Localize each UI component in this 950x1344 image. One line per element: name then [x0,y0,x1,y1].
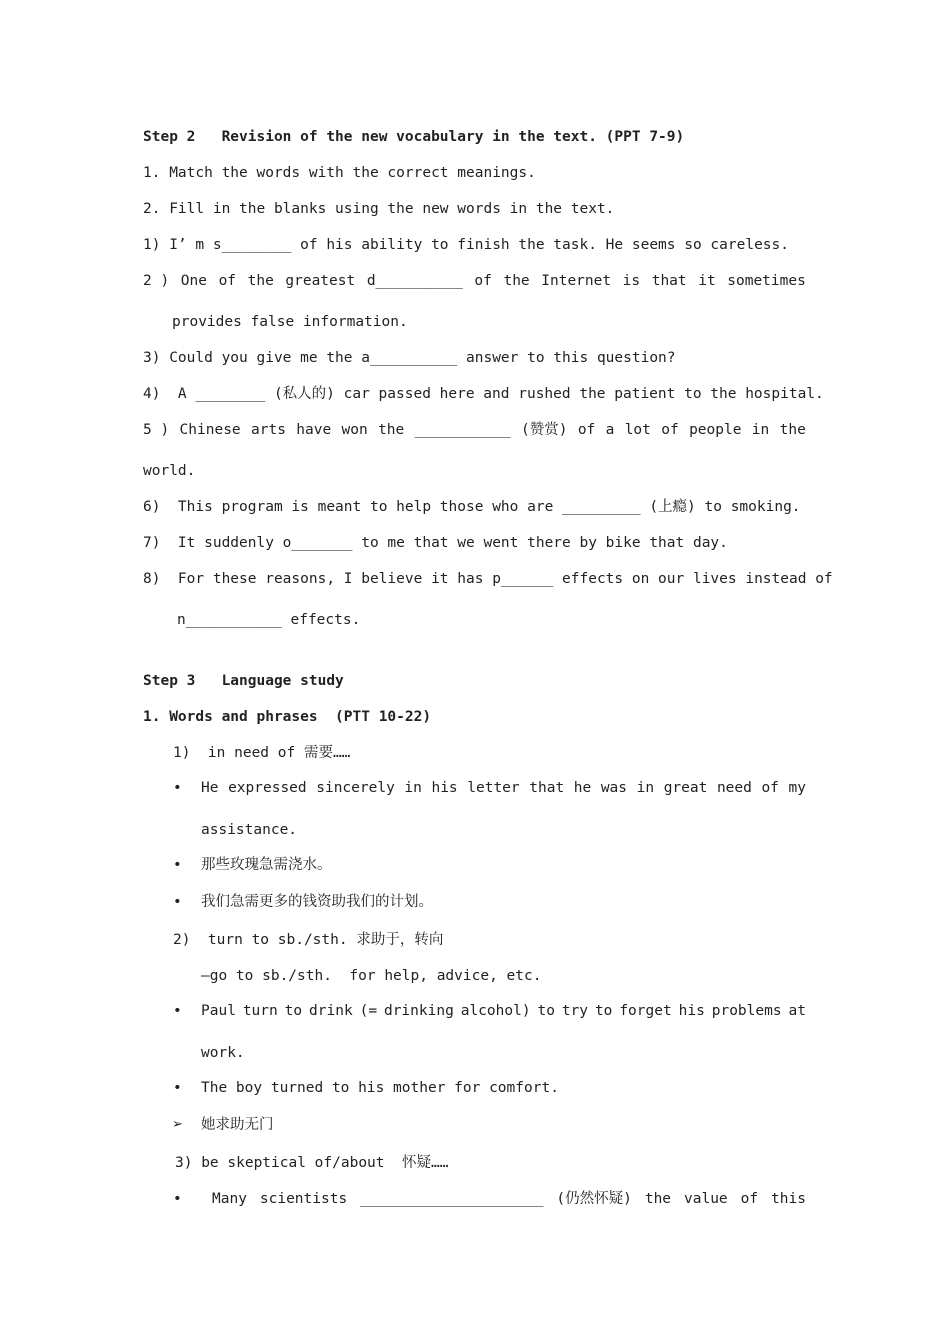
word: the [503,273,530,289]
word: of [577,422,596,438]
word: need [716,780,752,796]
arrow-icon: ➢ [172,1117,183,1132]
word: problems [711,1003,782,1019]
word: Paul [201,1003,236,1019]
word: (= [359,1003,378,1019]
word: scientists [259,1191,348,1207]
blank: _____________________ [360,1191,544,1207]
instruction-match: 1. Match the words with the correct meanings. [143,165,536,181]
question-1: 1) I’ m s________ of his ability to finish the task. He seems so careless. [143,237,790,253]
question-6: 6) This program is meant to help those who are _________ (上瘾) to smoking. [143,499,801,515]
bullet-icon: • [173,1191,182,1207]
word: to [537,1003,555,1019]
bullet-icon: • [173,780,182,796]
bullet-icon: • [173,857,182,873]
item-2-definition: —go to sb./sth. for help, advice, etc. [201,968,542,984]
word: sometimes [727,273,806,289]
item-3-heading: 3) be skeptical of/about 怀疑…… [175,1155,449,1171]
word: try [561,1003,589,1019]
word: at [788,1003,806,1019]
item-2-heading: 2) turn to sb./sth. 求助于，转向 [173,932,444,948]
question-8: 8) For these reasons, I believe it has p______ effects on our lives instead of [143,571,833,587]
item-2-example-1-continuation: work. [201,1045,245,1061]
word: alcohol) [460,1003,531,1019]
word: to [594,1003,613,1019]
word: in [751,422,770,438]
word: great [663,780,708,796]
word: One [180,273,207,289]
bullet-icon: • [173,894,182,910]
word: expressed [228,780,307,796]
question-4: 4) A ________ (私人的) car passed here and rushed the patient to the hospital. [143,386,824,402]
word: greatest [285,273,356,289]
step3-heading: Step 3 Language study [143,673,344,689]
blank: d__________ [366,273,463,289]
question-2-continuation: provides false information. [172,314,408,330]
item-1-heading: 1) in need of 需要…… [173,745,351,761]
hint: (仍然怀疑) [556,1191,632,1207]
word: this [771,1191,806,1207]
item-2-example-2: The boy turned to his mother for comfort. [201,1080,559,1096]
word: the [644,1191,672,1207]
word: He [201,780,219,796]
word: it [698,273,716,289]
word: forget [619,1003,672,1019]
word: arts [251,422,286,438]
words-and-phrases-heading: 1. Words and phrases (PTT 10-22) [143,709,432,725]
blank: ___________ [414,422,511,438]
word: have [296,422,332,438]
word: won [341,422,368,438]
word: 2 ) [143,273,170,289]
question-5-continuation: world. [143,463,196,479]
word: that [529,780,565,796]
question-3: 3) Could you give me the a__________ answer to this question? [143,350,676,366]
word: of [740,1191,759,1207]
word: that [651,273,687,289]
word: letter [467,780,520,796]
bullet-icon: • [173,1003,182,1019]
word: drink [309,1003,353,1019]
word: people [689,422,742,438]
item-1-example-3: 我们急需更多的钱资助我们的计划。 [201,894,433,910]
word: his [678,1003,705,1019]
word: drinking [383,1003,454,1019]
item-1-example-2: 那些玫瑰急需浇水。 [201,857,332,873]
word: Chinese [179,422,241,438]
question-8-continuation: n___________ effects. [177,612,361,628]
word: his [431,780,458,796]
word: Internet [541,273,612,289]
question-5 [143,420,806,440]
word: my [788,780,806,796]
word: turn [242,1003,278,1019]
instruction-fill-blanks: 2. Fill in the blanks using the new words in the text. [143,201,615,217]
word: in [636,780,655,796]
word: of [661,422,679,438]
word: Many [212,1191,247,1207]
word: in [404,780,422,796]
item-2-example-3: 她求助无门 [201,1117,274,1133]
item-1-example-1-continuation: assistance. [201,822,298,838]
word: of [761,780,779,796]
word: sincerely [316,780,395,796]
word: the [779,422,806,438]
word: was [600,780,628,796]
word: a [605,422,615,438]
word: is [622,273,641,289]
word: value [684,1191,728,1207]
word: lot [624,422,651,438]
item-1-example-1 [201,778,806,798]
word: of [474,273,492,289]
word: he [573,780,592,796]
question-7: 7) It suddenly o_______ to me that we went there by bike that day. [143,535,728,551]
word: to [284,1003,303,1019]
word: 5 ) [143,422,170,438]
hint: (赞赏) [521,422,568,438]
word: the [378,422,405,438]
word: of [218,273,237,289]
item-3-example-1 [212,1189,806,1209]
question-2 [143,271,806,291]
word: the [247,273,274,289]
step2-heading: Step 2 Revision of the new vocabulary in the text. (PPT 7-9) [143,129,685,145]
bullet-icon: • [173,1080,182,1096]
item-2-example-1 [201,1001,806,1021]
